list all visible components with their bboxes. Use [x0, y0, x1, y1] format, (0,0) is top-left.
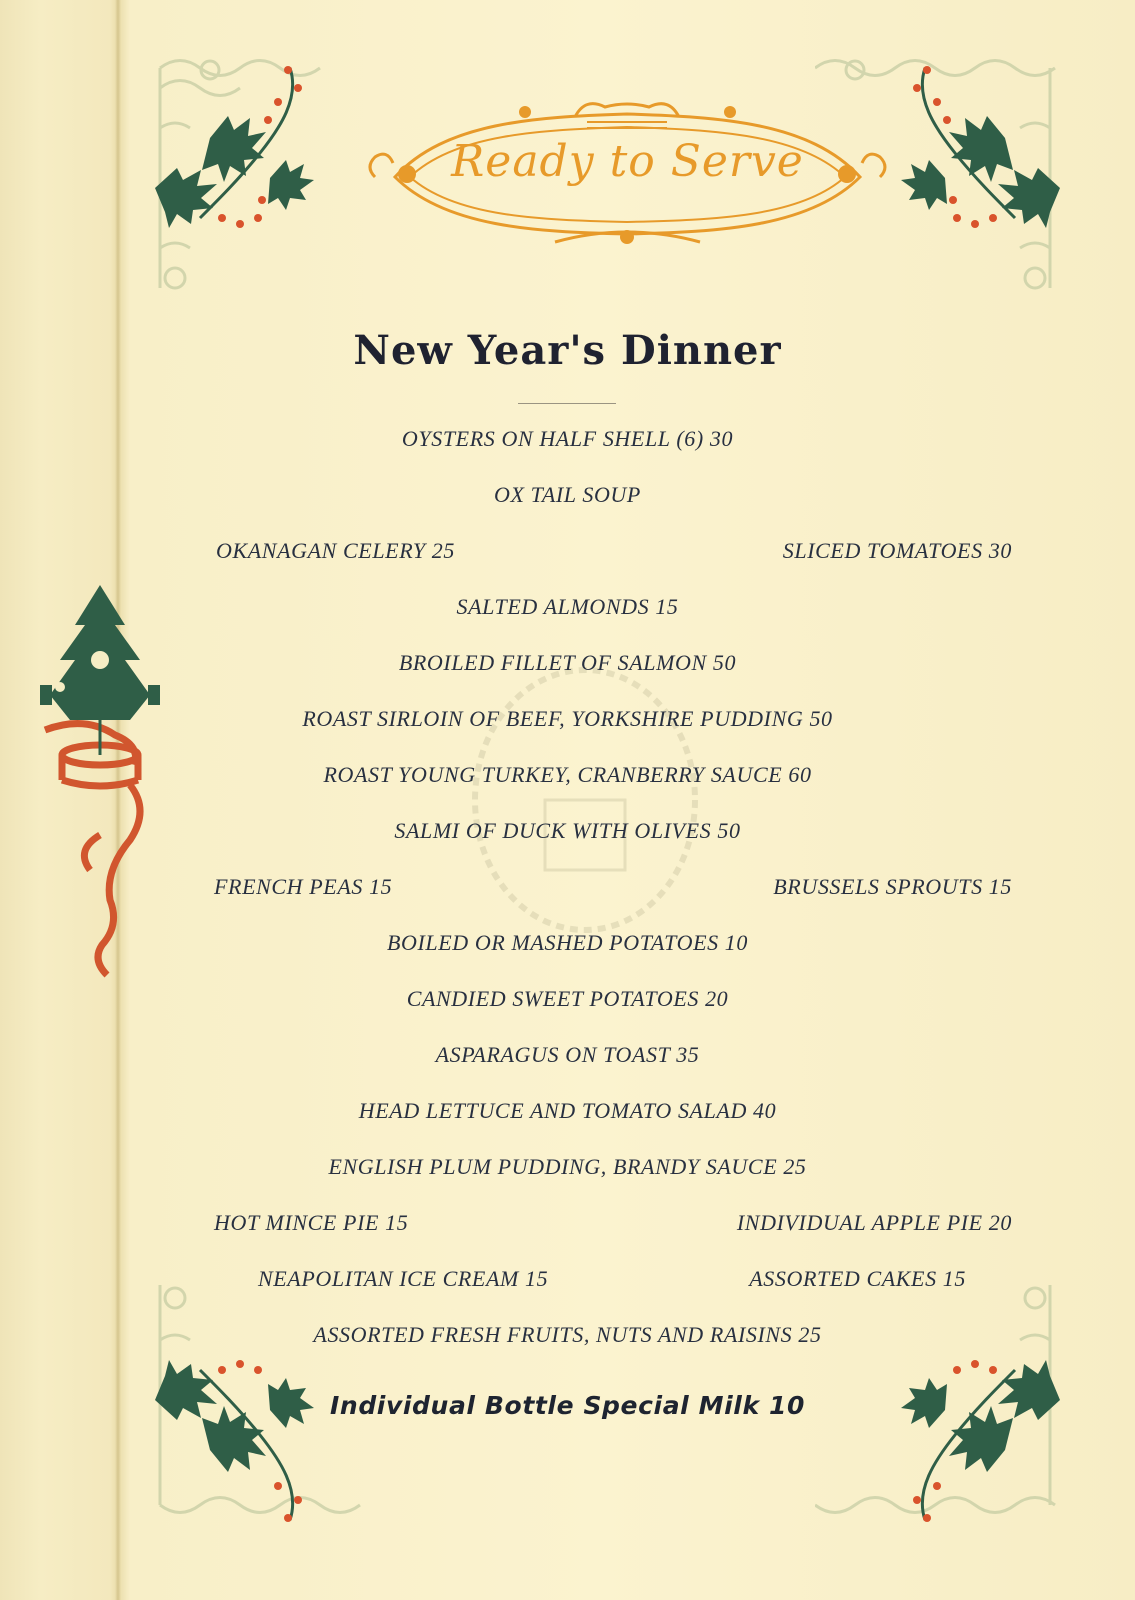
menu-item-right: BRUSSELS SPROUTS 15	[773, 874, 1012, 899]
menu-row	[0, 1042, 1135, 1072]
menu-item: ENGLISH PLUM PUDDING, BRANDY SAUCE 25	[328, 1154, 807, 1179]
menu-item-right: ASSORTED CAKES 15	[749, 1266, 966, 1291]
header-cartouche	[355, 92, 900, 252]
menu-item-left: NEAPOLITAN ICE CREAM 15	[258, 1266, 549, 1291]
menu-item-left: OKANAGAN CELERY 25	[216, 538, 455, 563]
title-divider	[518, 403, 616, 404]
menu-item: ASPARAGUS ON TOAST 35	[435, 1042, 700, 1067]
menu-row	[0, 762, 1135, 792]
menu-item: OX TAIL SOUP	[494, 482, 641, 507]
menu-item: BOILED OR MASHED POTATOES 10	[386, 930, 749, 955]
menu-item: SALTED ALMONDS 15	[456, 594, 679, 619]
menu-row	[0, 986, 1135, 1016]
menu-item-left: HOT MINCE PIE 15	[214, 1210, 409, 1235]
menu-item: ROAST YOUNG TURKEY, CRANBERRY SAUCE 60	[323, 762, 812, 787]
holly-sprig-icon	[150, 58, 340, 228]
menu-row	[0, 538, 1135, 568]
holly-sprig-icon	[150, 1350, 340, 1530]
menu-item-right: SLICED TOMATOES 30	[782, 538, 1012, 563]
menu-row	[0, 482, 1135, 512]
menu-item: HEAD LETTUCE AND TOMATO SALAD 40	[358, 1098, 777, 1123]
menu-item: OYSTERS ON HALF SHELL (6) 30	[401, 426, 734, 451]
holly-sprig-icon	[875, 58, 1065, 228]
menu-row	[0, 426, 1135, 456]
menu-item: SALMI OF DUCK WITH OLIVES 50	[394, 818, 741, 843]
menu-item: ROAST SIRLOIN OF BEEF, YORKSHIRE PUDDING 50	[302, 706, 833, 731]
menu-row	[0, 650, 1135, 680]
header-script-title: Ready to Serve	[451, 136, 804, 187]
menu-row	[0, 874, 1135, 904]
menu-row	[0, 1266, 1135, 1296]
menu-row	[0, 930, 1135, 960]
page-title: New Year's Dinner	[353, 327, 782, 374]
menu-item: CANDIED SWEET POTATOES 20	[406, 986, 729, 1011]
menu-item: BROILED FILLET OF SALMON 50	[398, 650, 737, 675]
menu-row	[0, 1154, 1135, 1184]
menu-row	[0, 818, 1135, 848]
menu-row	[0, 1322, 1135, 1352]
menu-row	[0, 594, 1135, 624]
menu-row	[0, 1098, 1135, 1128]
menu-row	[0, 706, 1135, 736]
menu-item-left: FRENCH PEAS 15	[214, 874, 393, 899]
menu-item: ASSORTED FRESH FRUITS, NUTS AND RAISINS 25	[313, 1322, 822, 1347]
holly-sprig-icon	[875, 1350, 1065, 1530]
menu-item-right: INDIVIDUAL APPLE PIE 20	[736, 1210, 1012, 1235]
menu-row	[0, 1210, 1135, 1240]
milk-footer-note: Individual Bottle Special Milk 10	[330, 1391, 805, 1420]
